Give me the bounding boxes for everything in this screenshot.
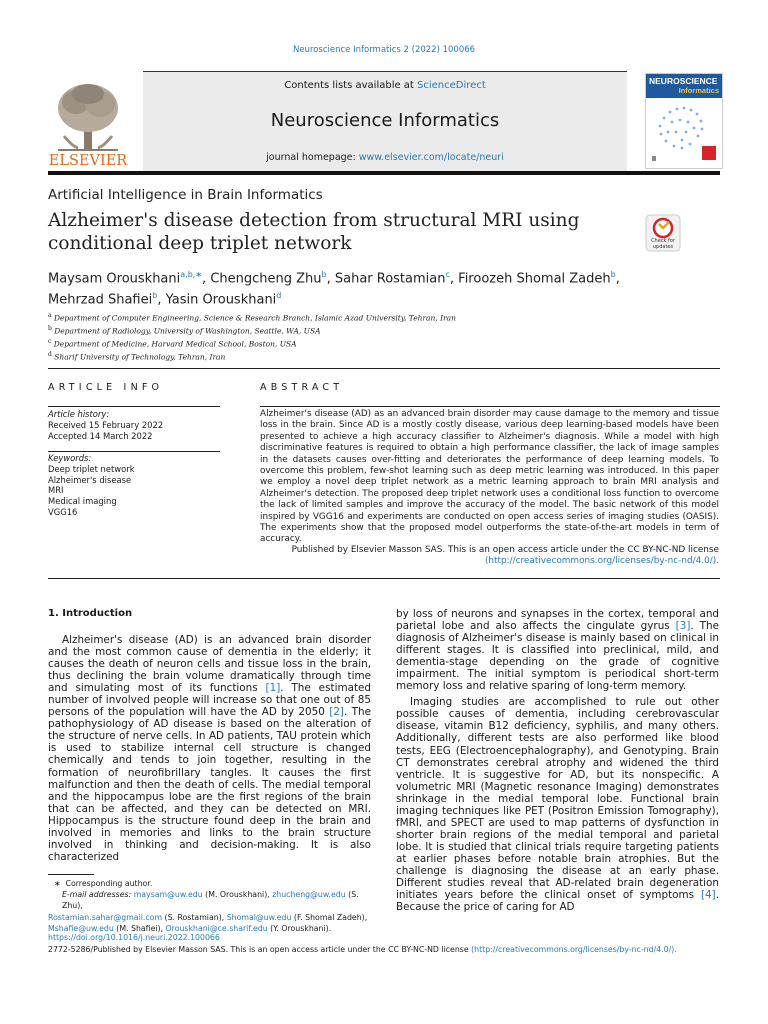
email-link[interactable]: zhucheng@uw.edu	[272, 890, 346, 900]
email-link[interactable]: Shomal@uw.edu	[226, 912, 292, 922]
cover-title-line2: Informatics	[678, 86, 719, 95]
journal-name: Neuroscience Informatics	[270, 110, 500, 131]
author-list	[48, 266, 688, 309]
affiliation: $^b$ Department of Radiology, University of Washington, Seattle, WA, USA	[48, 325, 321, 336]
citation-link[interactable]: [3]	[675, 620, 691, 633]
footnote-rule	[48, 874, 94, 875]
email-link[interactable]: Orouskhani@ce.sharif.edu	[165, 923, 268, 933]
keyword: Medical imaging	[48, 496, 117, 507]
journal-header	[143, 71, 627, 171]
svg-text:updates: updates	[652, 244, 674, 250]
license-statement	[260, 545, 719, 568]
keywords-label: Keywords:	[48, 453, 92, 463]
license-link[interactable]: (http://creativecommons.org/licenses/by-nc-nd/4.0/).	[484, 556, 719, 567]
published-line: Published by Elsevier Masson SAS. This is an open access article under the CC BY-NC-ND license	[291, 545, 719, 555]
homepage-prefix: journal homepage:	[266, 152, 359, 163]
author-sep: ,	[326, 271, 335, 287]
divider	[260, 406, 720, 407]
body-column-right	[396, 608, 719, 913]
author-name[interactable]: Mehrzad Shafiei	[48, 292, 153, 308]
article-section: Artificial Intelligence in Brain Informatics	[48, 187, 323, 203]
author-sep: ,	[157, 292, 166, 308]
author-sup[interactable]: b	[321, 270, 327, 279]
keywords	[48, 453, 220, 518]
received-date: Received 15 February 2022	[48, 419, 164, 430]
keyword: MRI	[48, 485, 64, 496]
doi-link[interactable]: https://doi.org/10.1016/j.neuri.2022.100066	[48, 933, 220, 942]
keyword: Deep triplet network	[48, 463, 135, 474]
author-name[interactable]: Maysam Orouskhani	[48, 271, 181, 287]
svg-text:Check for: Check for	[651, 238, 675, 244]
citation-link[interactable]: [1]	[265, 682, 281, 695]
author-sup[interactable]: d	[276, 291, 282, 301]
cover-title-line1: NEUROSCIENCE	[649, 76, 718, 86]
brain-illustration-icon	[646, 100, 722, 168]
accepted-date: Accepted 14 March 2022	[48, 430, 153, 441]
email-list: E-mail addresses: maysam@uw.edu (M. Orouskhani), zhucheng@uw.edu (S. Zhu),	[62, 890, 359, 911]
affiliation: $^d$ Sharif University of Technology, Tehran, Iran	[48, 351, 226, 362]
divider	[48, 578, 720, 579]
abstract-heading: ABSTRACT	[260, 382, 344, 393]
elsevier-wordmark: ELSEVIER	[48, 153, 128, 168]
elsevier-logo[interactable]	[48, 76, 128, 168]
article-info-heading: ARTICLE INFO	[48, 382, 164, 393]
article-title: Alzheimer's disease detection from structural MRI using conditional deep triplet network	[48, 210, 580, 254]
sciencedirect-link[interactable]: ScienceDirect	[417, 80, 486, 91]
corresponding-note: ∗ Corresponding author.	[54, 879, 153, 888]
section-heading-introduction: 1. Introduction	[48, 608, 133, 619]
paragraph: Imaging studies are accomplished to rule out other possible causes of dementia, including cerebrovascular disease, vitamin B12 deficiency, syphilis, and many others. Additionally, different tests are also performed like blood tests, EEG (Electroencephalography), and Genotyping. Brain CT demonstrates cerebral atrophy and widened the third ventricle. It is suggestive for AD, but its nonspecific. A volumetric MRI (Magnetic resonance Imaging) demonstrates shrinkage in the medial temporal lobe. Functional brain imaging techniques like PET (Positron Emission Tomography), fMRI, and SPECT are used to map patterns of dysfunction in shorter brain regions of the medial temporal and parietal lobe. It is studied that clinical trials require targeting patients at earlier phases before notable brain atrophies. But the challenge is diagnosing the disease at an early phase. Different studies reveal that AD-related brain degeneration initiates years before the clinical onset of symptoms [4]. Because the price of caring for AD	[396, 696, 719, 914]
divider	[48, 451, 220, 452]
body-column-left	[48, 634, 371, 863]
paragraph: by loss of neurons and synapses in the cortex, temporal and parietal lobe and also affects the cingulate gyrus [3]. The diagnosis of Alzheimer's disease is mainly based on clinical in different stages. It is classified into preclinical, mild, and dementia-stage depending on the grade of cognitive impairment. The initial symptom is periodical short-term memory loss and relative sparing of long-term memory.	[396, 608, 719, 693]
author-name[interactable]: Yasin Orouskhani	[165, 292, 277, 308]
abstract-text: Alzheimer's disease (AD) as an advanced brain disorder may cause damage to the memory and tissue loss in the brain. Since AD is a mostly costly disease, various deep learning-based models have been presented to achieve a high accuracy classifier to Alzheimer's diagnosis. While a model with high discriminative features is required to obtain a high performance classifier, the lack of image samples in the datasets causes over-fitting and deteriorates the performance of deep learning models. To overcome this problem, few-shot learning such as deep metric learning was introduced. In this paper we employ a novel deep triplet network as a metric learning approach to brain MRI analysis and Alzheimer's detection. The proposed deep triplet network uses a conditional loss function to overcome the lack of limited samples and improve the accuracy of the model. The basic network of this model inspired by VGG16 and experiments are conducted on open access series of imaging studies (OASIS). The experiments show that the proposed model outperforms the state-of-the-art models in term of accuracy.	[260, 409, 719, 545]
author-name[interactable]: Sahar Rostamian	[334, 271, 446, 287]
contents-line	[143, 80, 627, 91]
author-sep: ,	[615, 271, 620, 287]
header-rule	[48, 171, 720, 175]
footnotes	[48, 878, 378, 934]
journal-cover[interactable]	[645, 73, 723, 169]
author-sep: ,	[202, 271, 211, 287]
affiliation: $^a$ Department of Computer Engineering, Science & Research Branch, Islamic Azad University, Tehran, Iran	[48, 312, 456, 323]
license-link[interactable]: (http://creativecommons.org/licenses/by-nc-nd/4.0/).	[471, 945, 677, 954]
elsevier-tree-icon	[48, 76, 128, 168]
keyword: VGG16	[48, 506, 78, 517]
homepage-line	[143, 152, 627, 163]
author-sep: ,	[449, 271, 459, 287]
author-name[interactable]: Chengcheng Zhu	[210, 271, 322, 287]
contents-prefix: Contents lists available at	[284, 80, 418, 91]
check-for-updates-icon	[645, 214, 681, 252]
author-sup[interactable]: b	[152, 291, 158, 301]
divider	[48, 368, 720, 369]
issn-line: 2772-5286/Published by Elsevier Masson SAS. This is an open access article under the CC BY-NC-ND license (http://creativecommons.org/licenses/by-nc-nd/4.0/).	[48, 945, 677, 954]
author-sup[interactable]: a,b,∗	[180, 270, 203, 279]
author-sup[interactable]: c	[445, 270, 450, 279]
keyword: Alzheimer's disease	[48, 474, 132, 485]
history-label: Article history:	[48, 409, 110, 419]
affiliations	[48, 311, 648, 363]
divider	[48, 406, 220, 407]
paragraph: Alzheimer's disease (AD) is an advanced brain disorder and the most common cause of dementia in the elderly; it causes the death of neuron cells and tissue loss in the brain, thus declining the brain volume dramatically through time and simulating most of its functions [1]. The estimated number of involved people will increase so that one out of 85 persons of the population will have the AD by 2050 [2]. The pathophysiology of AD disease is based on the alteration of the structure of nerve cells. In AD patients, TAU protein which is used to stabilize internal cell structure is changed chemically and tends to join together, resulting in the formation of neurofibrillary tangles. It causes the first malfunction and then the death of cells. The medial temporal and the hippocampus lobe are the first regions of the brain that can be affected, and they can be detected on MRI. Hippocampus is the structure found deep in the brain and involved in memories and links to the brain structure involved in thinking and decision-making. It is also characterized	[48, 634, 372, 863]
email-link[interactable]: maysam@uw.edu	[133, 890, 203, 900]
affiliation: $^c$ Department of Medicine, Harvard Medical School, Boston, USA	[48, 338, 297, 349]
check-for-updates-badge[interactable]	[645, 214, 681, 252]
email-link[interactable]: Mshafie@uw.edu	[48, 923, 114, 933]
email-list-cont: Rostamian.sahar@gmail.com (S. Rostamian), Shomal@uw.edu (F. Shomal Zadeh), Mshafie@uw.edu (M. Shafiei), Orouskhani@ce.sharif.edu (Y. Orouskhani).	[48, 912, 368, 933]
homepage-link[interactable]: www.elsevier.com/locate/neuri	[358, 152, 504, 163]
author-name[interactable]: Firoozeh Shomal Zadeh	[458, 271, 611, 287]
email-link[interactable]: Rostamian.sahar@gmail.com	[48, 912, 163, 922]
author-sup[interactable]: b	[610, 270, 616, 279]
citation-link[interactable]: [2]	[329, 706, 344, 719]
cover-title	[646, 74, 722, 98]
running-head[interactable]: Neuroscience Informatics 2 (2022) 100066	[292, 45, 476, 55]
citation-link[interactable]: [4]	[700, 889, 716, 902]
article-history	[48, 409, 220, 441]
